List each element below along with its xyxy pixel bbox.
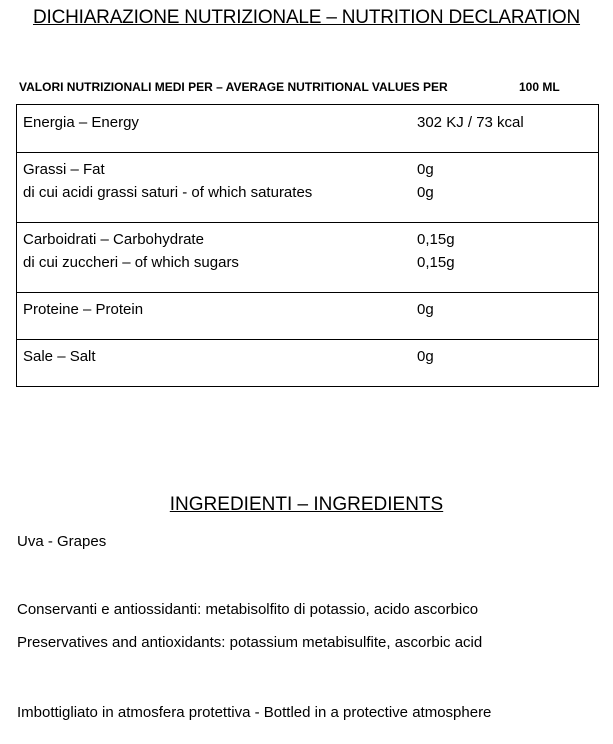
nutrition-row-protein xyxy=(17,292,598,339)
nutrition-row-energy xyxy=(17,105,598,152)
nutrition-row-carbohydrate xyxy=(17,222,598,292)
nutrition-row-fat xyxy=(17,152,598,222)
ingredients-title: INGREDIENTI – INGREDIENTS xyxy=(169,494,444,515)
bottled-note: Imbottigliato in atmosfera protettiva - Bottled in a protective atmosphere xyxy=(17,704,492,721)
sugars-label: di cui zuccheri – of which sugars xyxy=(23,254,239,271)
carbohydrate-label: Carboidrati – Carbohydrate xyxy=(23,231,204,248)
per-serving-line xyxy=(19,80,560,94)
carbohydrate-value: 0,15g xyxy=(417,231,455,248)
saturates-value: 0g xyxy=(417,184,434,201)
fat-label: Grassi – Fat xyxy=(23,161,105,178)
ingredient-main: Uva - Grapes xyxy=(17,533,107,550)
preservatives-english: Preservatives and antioxidants: potassium metabisulfite, ascorbic acid xyxy=(17,634,483,651)
per-serving-label: VALORI NUTRIZIONALI MEDI PER – AVERAGE NUTRITIONAL VALUES PER xyxy=(19,80,448,94)
energy-label: Energia – Energy xyxy=(23,114,139,131)
energy-value: 302 KJ / 73 kcal xyxy=(417,114,524,131)
fat-value: 0g xyxy=(417,161,434,178)
nutrition-table xyxy=(16,104,599,387)
per-serving-unit: 100 ML xyxy=(519,80,560,94)
salt-label: Sale – Salt xyxy=(23,348,96,365)
preservatives-italian: Conservanti e antiossidanti: metabisolfito di potassio, acido ascorbico xyxy=(17,601,479,618)
protein-value: 0g xyxy=(417,301,434,318)
protein-label: Proteine – Protein xyxy=(23,301,144,318)
page-title: DICHIARAZIONE NUTRIZIONALE – NUTRITION DECLARATION xyxy=(32,7,581,28)
saturates-label: di cui acidi grassi saturi - of which saturates xyxy=(23,184,313,201)
nutrition-row-salt xyxy=(17,339,598,387)
salt-value: 0g xyxy=(417,348,434,365)
sugars-value: 0,15g xyxy=(417,254,455,271)
